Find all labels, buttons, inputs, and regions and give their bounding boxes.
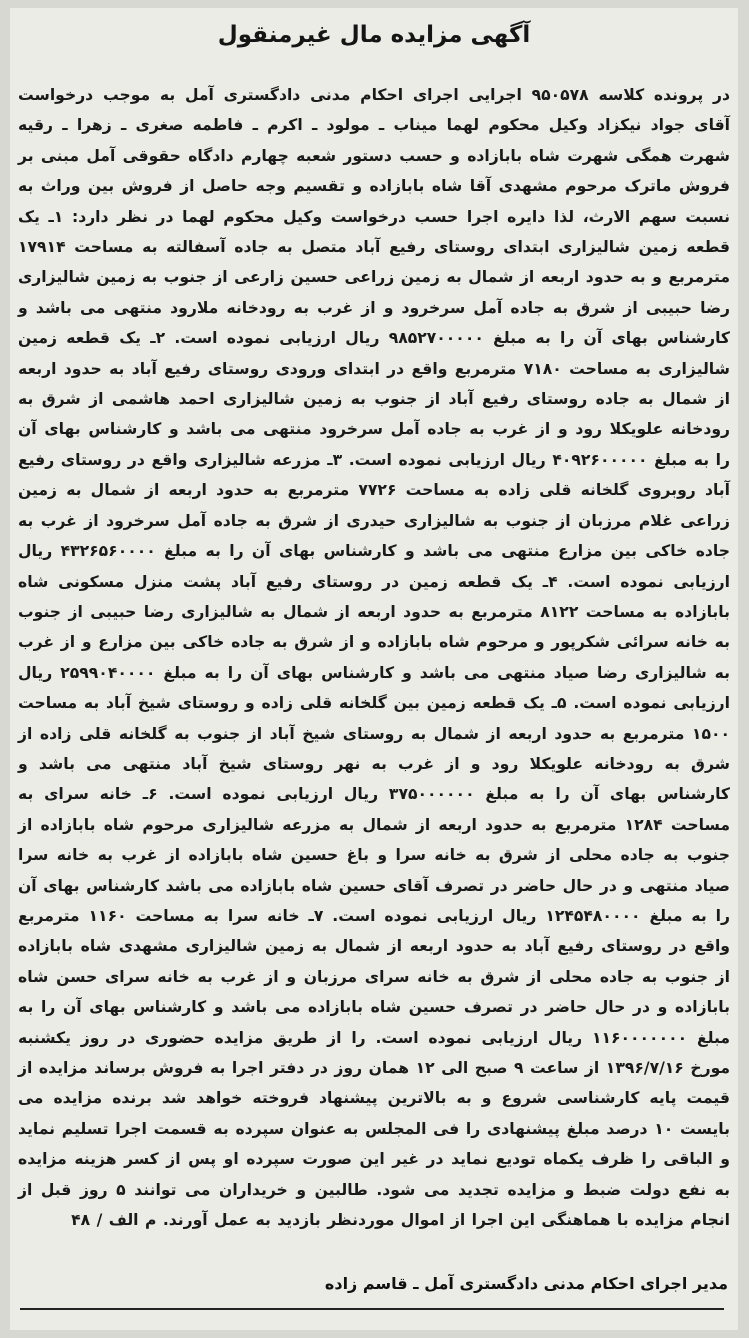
- notice-paragraph: در پرونده کلاسه ۹۵۰۵۷۸ اجرایی اجرای احکام مدنی دادگستری آمل به موجب درخواست آقای جواد نیکزاد وکیل محکوم لهما میناب ـ مولود ـ اکرم ـ فاطمه صغری ـ زهرا ـ رقیه شهرت همگی شهرت شاه بابازاده و حسب دستور شعبه چهارم دادگاه حقوقی آمل مبنی بر فروش ماترک مرحوم مشهدی آقا شاه بابازاده و تقسیم وجه حاصل از فروش بین وراث به نسبت سهم الارث، لذا دایره اجرا حسب درخواست وکیل محکوم لهما در نظر دارد: ۱ـ یک قطعه زمین شالیزاری ابتدای روستای رفیع آباد متصل به جاده آسفالته به مساحت ۱۷۹۱۴ مترمربع و به حدود اربعه از شمال به زمین زراعی حسین زارعی از جنوب به زمین شالیزاری رضا حبیبی از شرق به جاده آمل سرخرود و از غرب به رودخانه ملارود منتهی می باشد و کارشناس بهای آن را به مبلغ ۹۸۵۲۷۰۰۰۰۰ ریال ارزیابی نموده است. ۲ـ یک قطعه زمین شالیزاری به مساحت ۷۱۸۰ مترمربع واقع در ابتدای ورودی روستای رفیع آباد به حدود اربعه از شمال به جاده روستای رفیع آباد از جنوب به زمین شالیزاری احمد هاشمی از شرق به رودخانه علویکلا رود و از غرب به جاده آمل سرخرود منتهی می باشد و کارشناس بهای آن را به مبلغ ۴۰۹۲۶۰۰۰۰۰ ریال ارزیابی نموده است. ۳ـ مزرعه شالیزاری واقع در روستای رفیع آباد روبروی گلخانه قلی زاده به مساحت ۷۷۲۶ مترمربع به حدود اربعه از شمال به زمین زراعی غلام مرزبان از جنوب به شالیزاری حیدری از شرق به جاده آمل سرخرود از غرب به جاده خاکی بین مزارع منتهی می باشد و کارشناس بهای آن را به مبلغ ۴۳۲۶۵۶۰۰۰۰ ریال ارزیابی نموده است. ۴ـ یک قطعه زمین در روستای رفیع آباد پشت منزل مسکونی شاه بابازاده به مساحت ۸۱۲۲ مترمربع به حدود اربعه از شمال به شالیزاری رضا حبیبی از جنوب به خانه سرائی شکرپور و مرحوم شاه بابازاده و از شرق به جاده خاکی بین مزارع و از غرب به شالیزاری رضا صیاد منتهی می باشد و کارشناس بهای آن را به مبلغ ۲۵۹۹۰۴۰۰۰۰ ریال ارزیابی نموده است. ۵ـ یک قطعه زمین بین گلخانه قلی زاده و روستای شیخ آباد به مساحت ۱۵۰۰ مترمربع به حدود اربعه از شمال به روستای شیخ آباد از جنوب به گلخانه قلی زاده از شرق به رودخانه علویکلا رود و از غرب به نهر روستای شیخ آباد منتهی می باشد و کارشناس بهای آن را به مبلغ ۳۷۵۰۰۰۰۰۰ ریال ارزیابی نموده است. ۶ـ خانه سرای به مساحت ۱۲۸۴ مترمربع به حدود اربعه از شمال به مزرعه شالیزاری مرحوم شاه بابازاده از جنوب به جاده محلی از شرق به خانه سرا و باغ حسین شاه بابازاده از غرب به خانه سرا صیاد منتهی و در حال حاضر در تصرف آقای حسین شاه بابازاده می باشد کارشناس بهای آن را به مبلغ ۱۲۴۵۴۸۰۰۰۰ ریال ارزیابی نموده است. ۷ـ خانه سرا به مساحت ۱۱۶۰ مترمربع واقع در روستای رفیع آباد به حدود اربعه از شمال به زمین شالیزاری مشهدی شاه بابازاده از جنوب به جاده محلی از شرق به خانه سرای مرزبان و از غرب به خانه سرای حسن شاه بابازاده و در حال حاضر در تصرف حسین شاه بابازاده می باشد و کارشناس بهای آن را به مبلغ ۱۱۶۰۰۰۰۰۰۰ ریال ارزیابی نموده است. را از طریق مزایده حضوری در روز یکشنبه مورخ ۱۳۹۶/۷/۱۶ از ساعت ۹ صبح الی ۱۲ همان روز در دفتر اجرا به فروش برساند مزایده از قیمت پایه کارشناسی شروع و به بالاترین پیشنهاد فروخته خواهد شد برنده مزایده می بایست ۱۰ درصد مبلغ پیشنهادی را فی المجلس به عنوان سپرده به قسمت اجرا تسلیم نماید و الباقی را ظرف یکماه تودیع نماید در غیر این صورت سپرده او پس از کسر هزینه مزایده به نفع دولت ضبط و مزایده تجدید می شود. طالبین و خریداران می توانند ۵ روز قبل از انجام مزایده با هماهنگی این اجرا از اموال موردنظر بازدید به عمل آورند. م الف / ۴۸: [18, 86, 731, 1230]
- notice-title: آگهی مزایده مال غیرمنقول: [217, 22, 531, 48]
- notice-signature: مدیر اجرای احکام مدنی دادگستری آمل ـ قاسم زاده: [324, 1274, 728, 1293]
- newspaper-clipping: [10, 8, 738, 1330]
- notice-body: [18, 80, 730, 1235]
- bottom-rule: [20, 1308, 724, 1310]
